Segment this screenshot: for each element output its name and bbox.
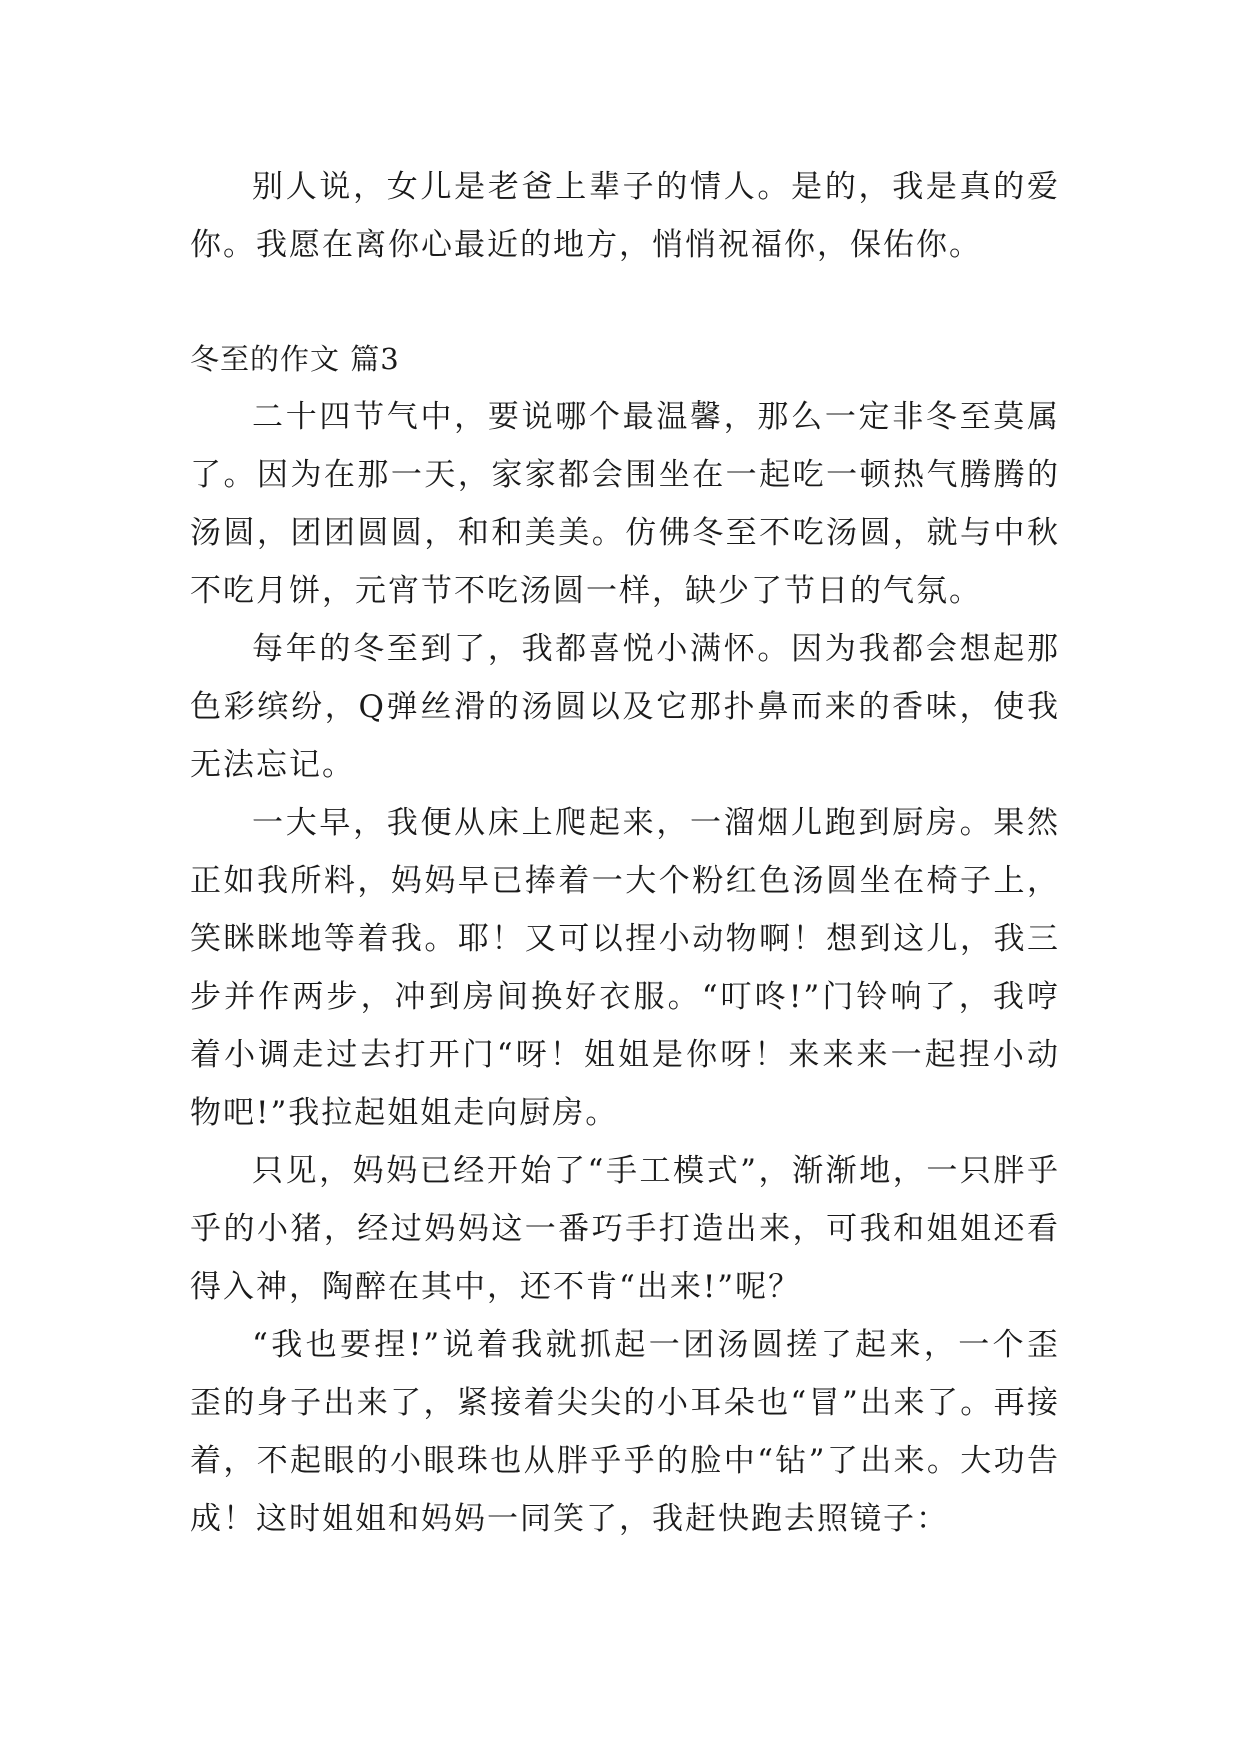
intro-paragraph: 别人说，女儿是老爸上辈子的情人。是的，我是真的爱你。我愿在离你心最近的地方，悄悄祝福你，保佑你。 bbox=[190, 169, 1060, 263]
body-paragraph: 每年的冬至到了，我都喜悦小满怀。因为我都会想起那色彩缤纷，Q弹丝滑的汤圆以及它那扑鼻而来的香味，使我无法忘记。 bbox=[190, 631, 1060, 783]
section-title: 冬至的作文 篇3 bbox=[190, 342, 400, 376]
body-paragraph: 只见，妈妈已经开始了“手工模式”，渐渐地，一只胖乎乎的小猪，经过妈妈这一番巧手打造出来，可我和姐姐还看得入神，陶醉在其中，还不肯“出来!”呢？ bbox=[190, 1153, 1060, 1305]
body-paragraph: “我也要捏!”说着我就抓起一团汤圆搓了起来，一个歪歪的身子出来了，紧接着尖尖的小耳朵也“冒”出来了。再接着，不起眼的小眼珠也从胖乎乎的脸中“钻”了出来。大功告成！这时姐姐和妈妈一同笑了，我赶快跑去照镜子： bbox=[190, 1327, 1060, 1537]
section-spacer bbox=[190, 274, 1060, 330]
body-paragraph: 二十四节气中，要说哪个最温馨，那么一定非冬至莫属了。因为在那一天，家家都会围坐在一起吃一顿热气腾腾的汤圆，团团圆圆，和和美美。仿佛冬至不吃汤圆，就与中秋不吃月饼，元宵节不吃汤圆一样，缺少了节日的气氛。 bbox=[190, 399, 1060, 609]
body-paragraph: 一大早，我便从床上爬起来，一溜烟儿跑到厨房。果然正如我所料，妈妈早已捧着一大个粉红色汤圆坐在椅子上，笑眯眯地等着我。耶！又可以捏小动物啊！想到这儿，我三步并作两步，冲到房间换好衣服。“叮咚!”门铃响了，我哼着小调走过去打开门“呀！姐姐是你呀！来来来一起捏小动物吧!”我拉起姐姐走向厨房。 bbox=[190, 805, 1060, 1131]
document-body bbox=[190, 158, 1060, 1548]
